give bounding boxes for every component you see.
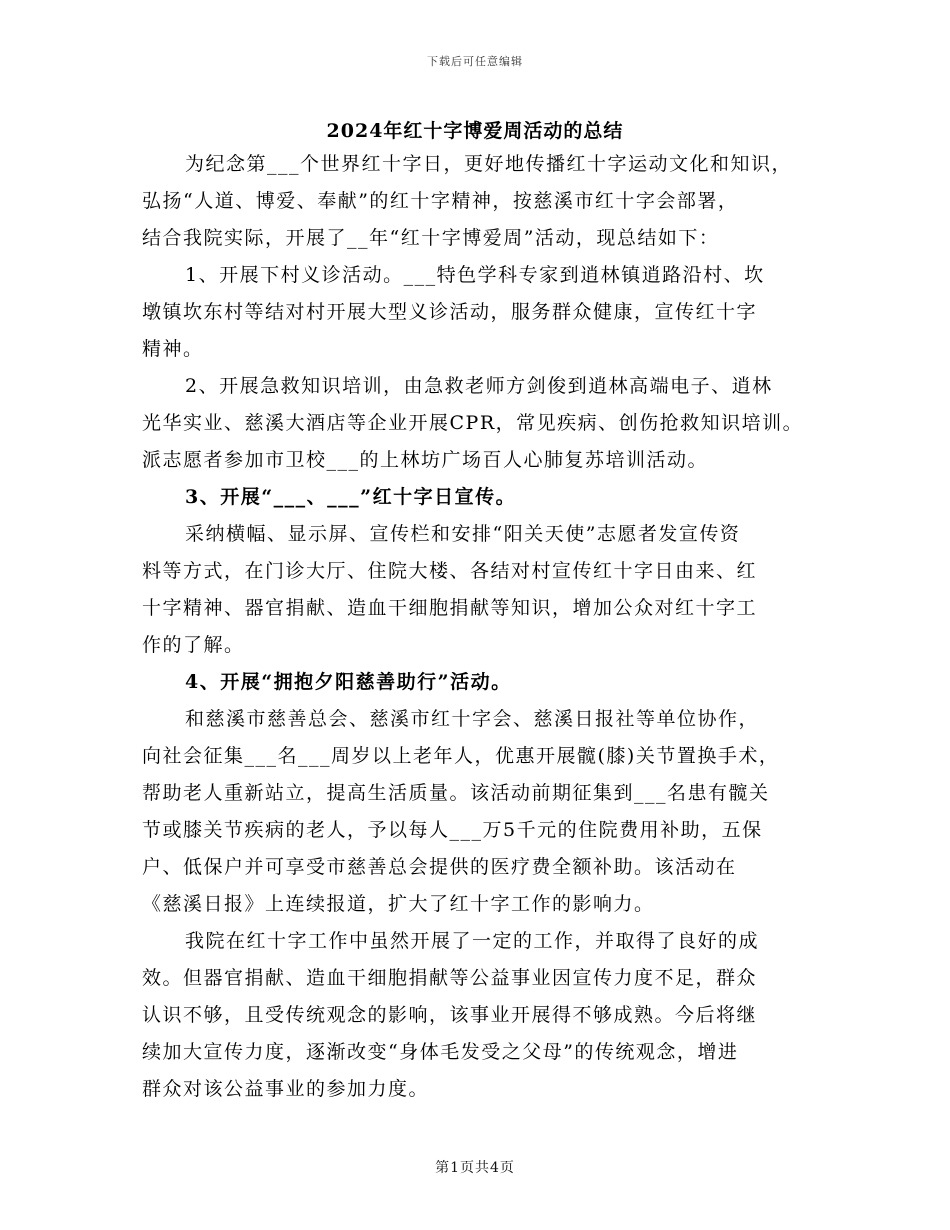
text-line: 精神。: [142, 338, 204, 360]
paragraph-item-3-body: [142, 516, 822, 664]
text-line: 和慈溪市慈善总会、慈溪市红十字会、慈溪日报社等单位协作，: [185, 708, 760, 730]
text-line: 采纳横幅、显示屏、宣传栏和安排“阳关天使”志愿者发宣传资: [185, 523, 741, 545]
paragraph-item-1: [142, 257, 822, 368]
text-line: 节或膝关节疾病的老人，予以每人___万5千元的住院费用补助，五保: [142, 819, 763, 841]
page-header: 下载后可任意编辑: [427, 55, 523, 68]
text-line: 我院在红十字工作中虽然开展了一定的工作，并取得了良好的成: [185, 930, 760, 952]
section-heading-3: [142, 479, 822, 516]
text-line: 料等方式，在门诊大厅、住院大楼、各结对村宣传红十字日由来、红: [142, 560, 758, 582]
text-line: 作的了解。: [142, 634, 245, 656]
text-line: 认识不够，且受传统观念的影响，该事业开展得不够成熟。今后将继: [142, 1004, 758, 1026]
text-line: 1、开展下村义诊活动。___特色学科专家到逍林镇逍路沿村、坎: [185, 264, 765, 286]
text-line: 为纪念第___个世界红十字日，更好地传播红十字运动文化和知识，: [185, 153, 793, 175]
document-title: 2024年红十字博爱周活动的总结: [326, 120, 624, 142]
page-number: 第1页共4页: [435, 1160, 515, 1176]
paragraph-item-4-body: [142, 701, 822, 923]
paragraph-conclusion: [142, 923, 822, 1108]
section-heading-4: [142, 664, 822, 701]
text-line: 户、低保户并可享受市慈善总会提供的医疗费全额补助。该活动在: [142, 856, 737, 878]
paragraph-intro: [142, 146, 822, 257]
text-line: 向社会征集___名___周岁以上老年人，优惠开展髋(膝)关节置换手术，: [142, 745, 780, 767]
text-line: 2、开展急救知识培训，由急救老师方剑俊到逍林高端电子、逍林: [185, 375, 773, 397]
text-line: 效。但器官捐献、造血干细胞捐献等公益事业因宣传力度不足，群众: [142, 967, 758, 989]
text-line: 十字精神、器官捐献、造血干细胞捐献等知识，增加公众对红十字工: [142, 597, 758, 619]
text-line: 弘扬“人道、博爱、奉献”的红十字精神，按慈溪市红十字会部署，: [142, 190, 739, 212]
paragraph-item-2: [142, 368, 822, 479]
text-line: 帮助老人重新站立，提高生活质量。该活动前期征集到___名患有髋关: [142, 782, 770, 804]
document-body: [142, 146, 822, 1108]
text-line: 光华实业、慈溪大酒店等企业开展CPR，常见疾病、创伤抢救知识培训。: [142, 412, 804, 434]
text-line: 墩镇坎东村等结对村开展大型义诊活动，服务群众健康，宣传红十字: [142, 301, 758, 323]
text-line: 群众对该公益事业的参加力度。: [142, 1078, 430, 1100]
heading-line: 4、开展“拥抱夕阳慈善助行”活动。: [185, 671, 512, 693]
text-line: 《慈溪日报》上连续报道，扩大了红十字工作的影响力。: [142, 893, 655, 915]
text-line: 续加大宣传力度，逐渐改变“身体毛发受之父母”的传统观念，增进: [142, 1041, 739, 1063]
text-line: 派志愿者参加市卫校___的上林坊广场百人心肺复苏培训活动。: [142, 449, 709, 471]
heading-line: 3、开展“___、___”红十字日宣传。: [185, 486, 517, 508]
text-line: 结合我院实际，开展了__年“红十字博爱周”活动，现总结如下：: [142, 227, 720, 249]
